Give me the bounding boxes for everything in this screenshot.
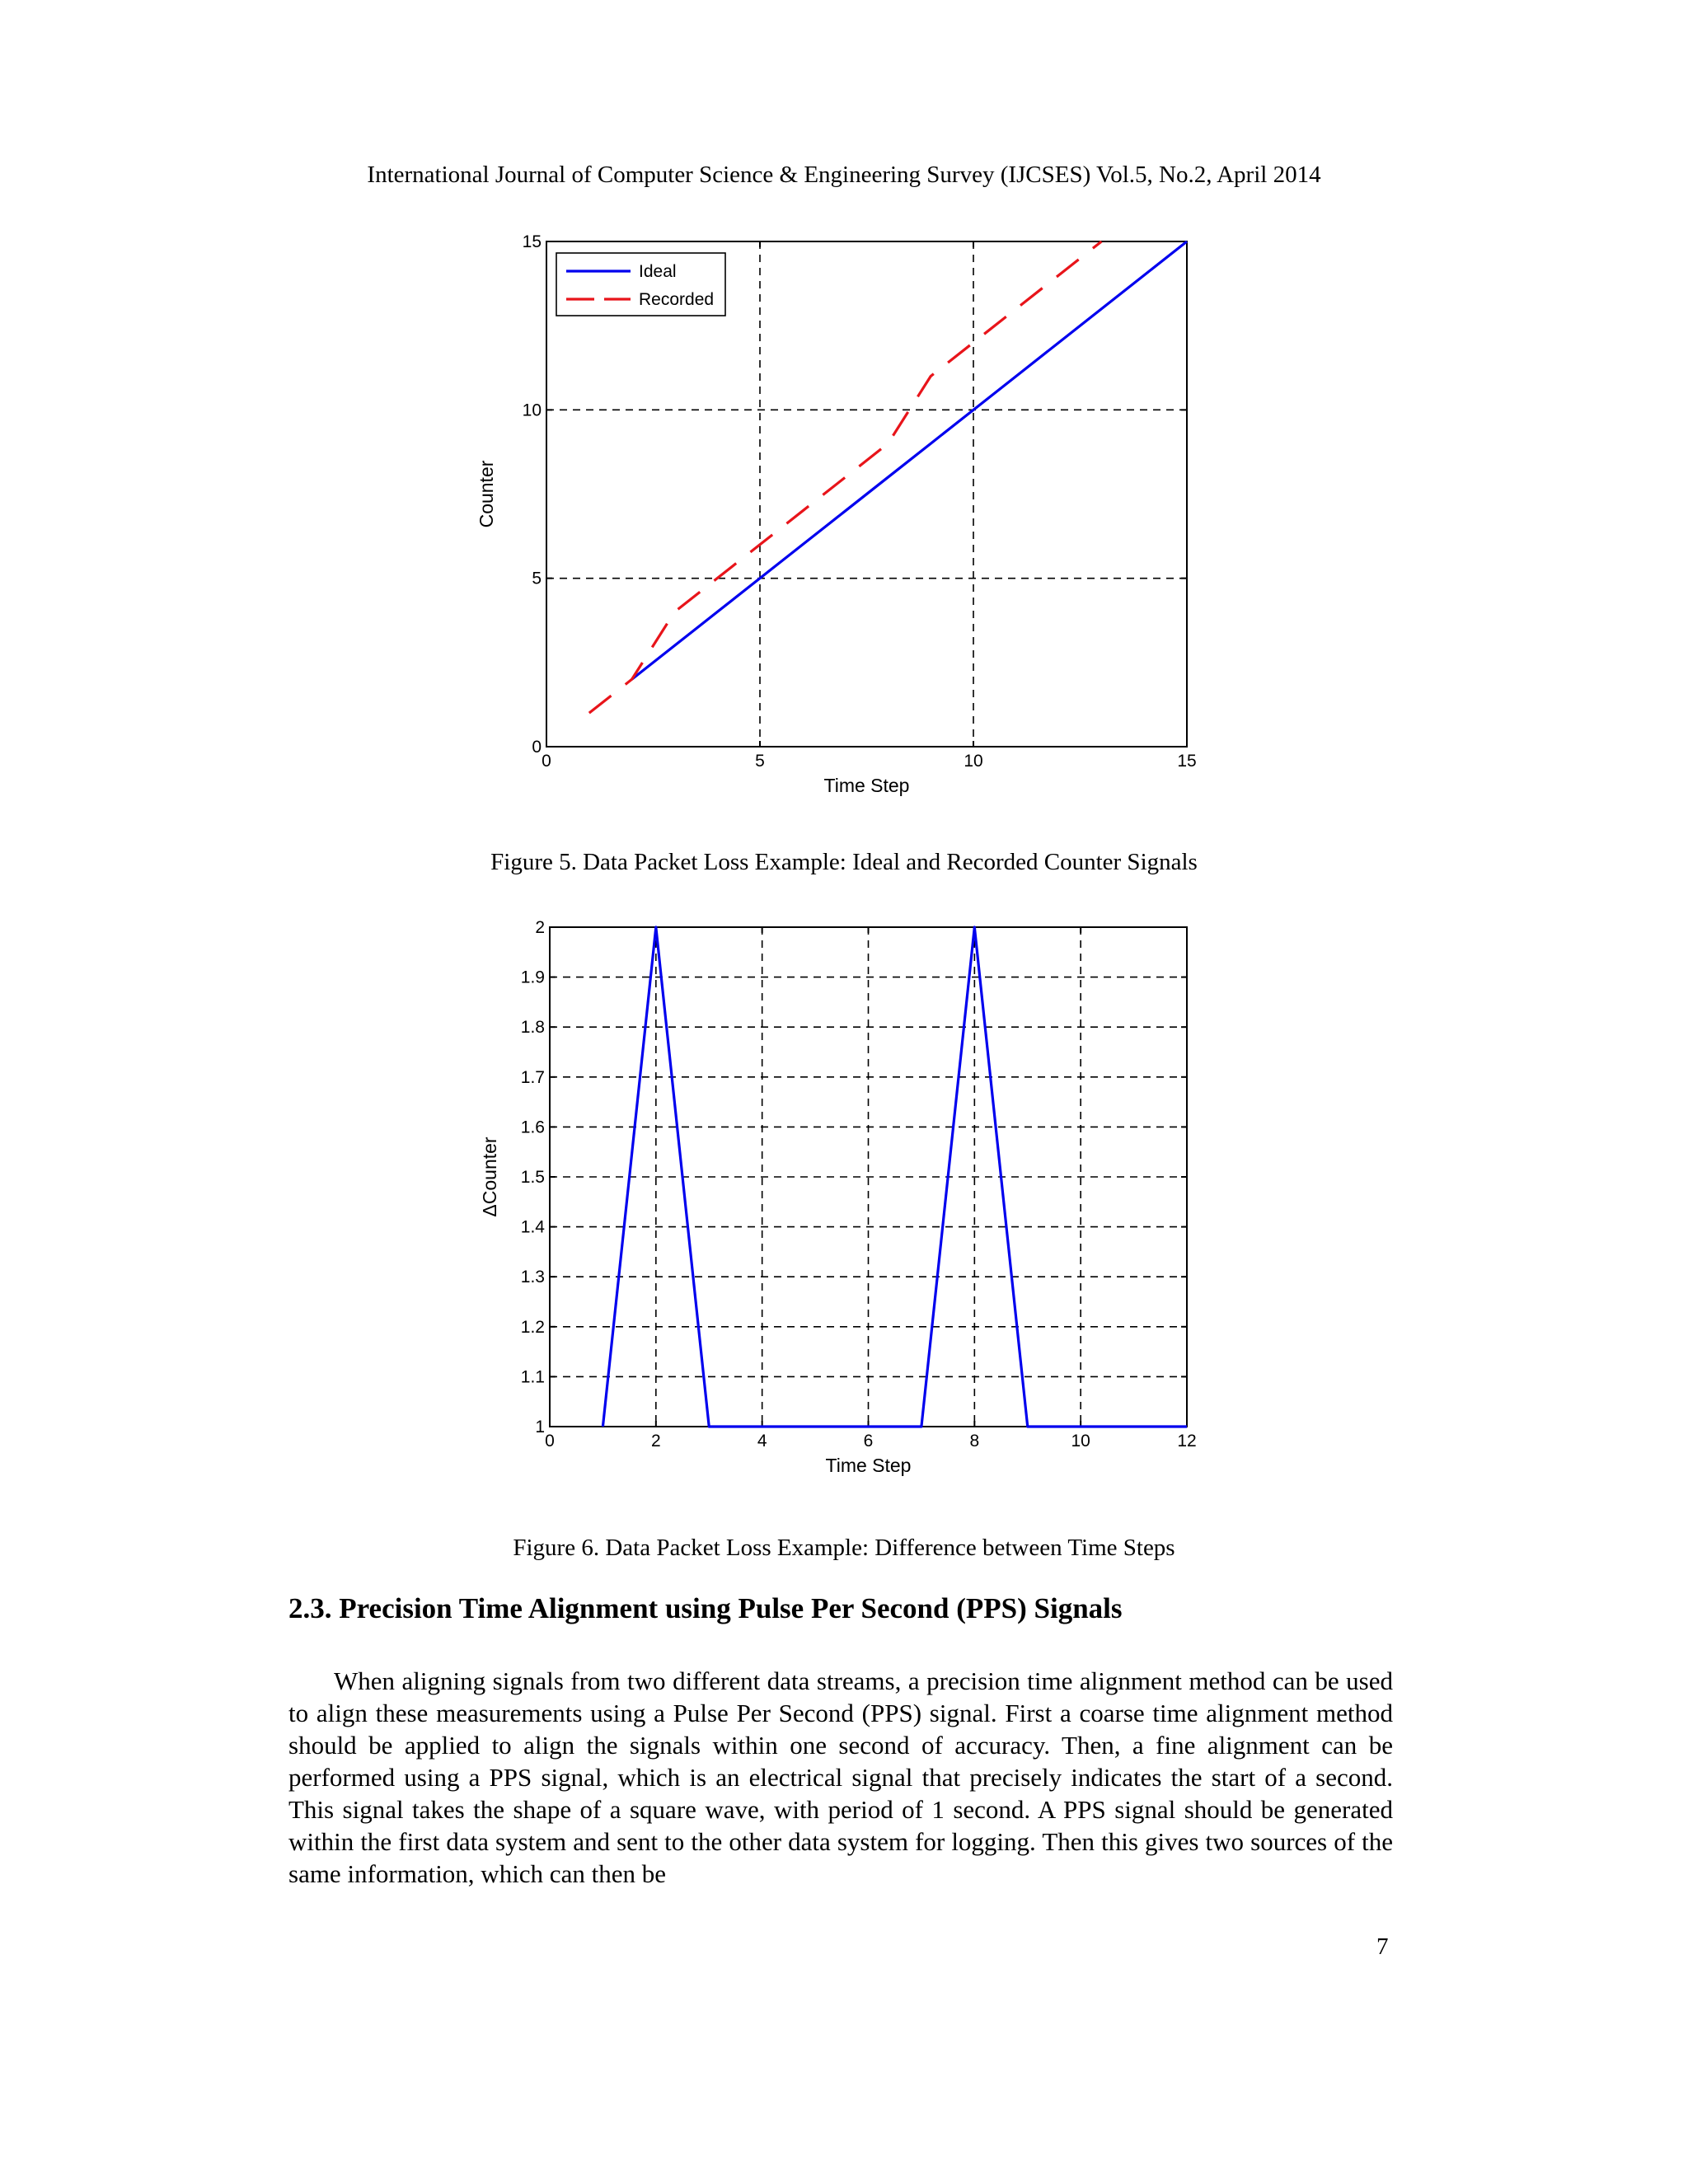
- chart2-xlabel: Time Step: [825, 1455, 912, 1476]
- chart2-ytick-label-4: 1.4: [520, 1217, 545, 1237]
- figure-6-chart: [0, 907, 1688, 1500]
- chart1-ytick-label-3: 15: [522, 232, 542, 251]
- chart2-ytick-label-5: 1.5: [520, 1168, 545, 1187]
- chart2-ytick-label-2: 1.2: [520, 1317, 545, 1337]
- figure-5-caption: Figure 5. Data Packet Loss Example: Ideal and Recorded Counter Signals: [490, 849, 1198, 875]
- chart2-xtick-label-1: 2: [650, 1432, 661, 1451]
- page-number: 7: [1376, 1933, 1389, 1960]
- chart2-xtick-label-4: 8: [969, 1432, 980, 1451]
- chart1-ytick-label-0: 0: [532, 738, 542, 757]
- chart2-ylabel: ΔCounter: [479, 1137, 500, 1217]
- chart1-xtick-label-3: 15: [1177, 752, 1197, 771]
- chart2-ytick-label-7: 1.7: [520, 1067, 545, 1087]
- chart2-ytick-label-3: 1.3: [520, 1268, 545, 1287]
- chart1-ytick-label-1: 5: [532, 569, 542, 588]
- chart1-xtick-label-2: 10: [964, 752, 983, 771]
- figure-5-chart: [0, 223, 1688, 816]
- chart2-xtick-label-3: 6: [863, 1432, 874, 1451]
- chart2-ytick-label-0: 1: [535, 1418, 545, 1436]
- chart1-legend-label-ideal: Ideal: [639, 262, 677, 281]
- chart2-xtick-label-2: 4: [757, 1432, 767, 1451]
- chart1-ytick-label-2: 10: [522, 401, 542, 420]
- figure-6-caption: Figure 6. Data Packet Loss Example: Difference between Time Steps: [513, 1535, 1175, 1561]
- chart2-xtick-label-5: 10: [1071, 1432, 1090, 1451]
- chart2-xtick-label-0: 0: [545, 1432, 555, 1451]
- chart1-ylabel: Counter: [476, 460, 497, 528]
- chart2-xtick-label-6: 12: [1177, 1432, 1197, 1451]
- chart2-ytick-label-8: 1.8: [520, 1018, 545, 1038]
- chart2-ytick-label-9: 1.9: [520, 968, 545, 987]
- chart1-xtick-label-1: 5: [755, 752, 765, 771]
- chart2-ytick-label-6: 1.6: [520, 1118, 545, 1137]
- journal-header: International Journal of Computer Science & Engineering Survey (IJCSES) Vol.5, No.2, April 2014: [367, 162, 1321, 188]
- chart2-ytick-label-10: 2: [535, 918, 545, 937]
- body-paragraph: When aligning signals from two different data streams, a precision time alignment method can be used to align these measurements using a Pulse Per Second (PPS) signal. First a coarse time alignment method should be applied to align the signals within one second of accuracy. Then, a fine alignment can be performed using a PPS signal, which is an electrical signal that precisely indicates the start of a second. This signal takes the shape of a square wave, with period of 1 second. A PPS signal should be generated within the first data system and sent to the other data system for logging. Then this gives two sources of the same information, which can then be: [288, 1666, 1393, 1888]
- chart1-xtick-label-0: 0: [542, 752, 551, 771]
- chart1-xlabel: Time Step: [823, 775, 910, 796]
- section-heading: 2.3. Precision Time Alignment using Pulse Per Second (PPS) Signals: [288, 1592, 1123, 1624]
- chart1-legend-label-recorded: Recorded: [639, 290, 715, 309]
- chart2-ytick-label-1: 1.1: [520, 1367, 545, 1387]
